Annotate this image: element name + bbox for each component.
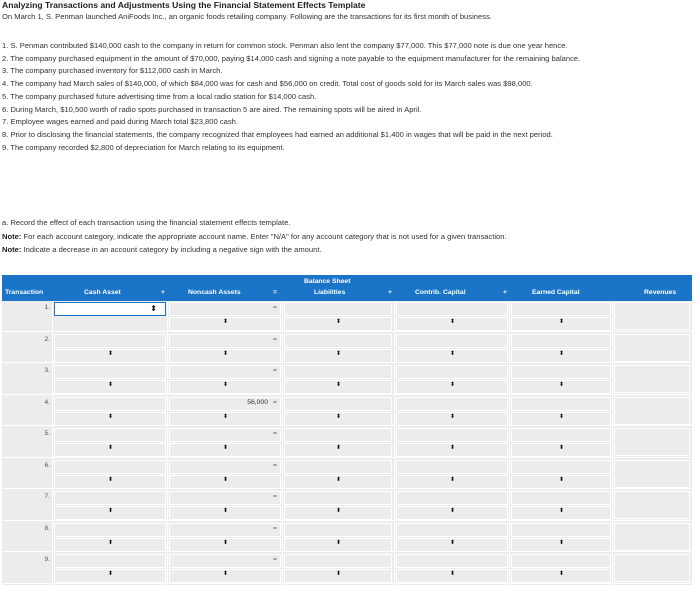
earned-capital-account-select[interactable]	[511, 334, 611, 348]
revenues-input[interactable]	[614, 554, 690, 582]
earned-capital-amount-select[interactable]	[511, 412, 611, 426]
cash-asset-account-select[interactable]	[54, 334, 166, 348]
earned-capital-account-select[interactable]	[511, 302, 611, 316]
header-contrib-capital: Contrib. Capital	[415, 289, 466, 296]
dropdown-arrow-icon: ⬍	[558, 571, 564, 577]
noncash-assets-amount-select[interactable]	[169, 506, 281, 520]
liabilities-amount-select[interactable]	[284, 349, 392, 363]
transaction-number: 3.	[44, 367, 50, 374]
dropdown-arrow-icon: ⬍	[449, 508, 455, 514]
noncash-assets-amount-select[interactable]	[169, 569, 281, 583]
dropdown-arrow-icon: ⬍	[222, 382, 228, 388]
earned-capital-amount-select[interactable]	[511, 349, 611, 363]
contrib-capital-account-select[interactable]	[396, 523, 508, 537]
dropdown-arrow-icon: ⬍	[107, 445, 113, 451]
transaction-item: 9. The company recorded $2,800 of depreciation for March relating to its equipment.	[2, 142, 285, 152]
noncash-assets-account-select[interactable]	[169, 334, 281, 348]
table-row	[2, 301, 692, 332]
header-earned-capital: Earned Capital	[532, 289, 580, 296]
noncash-assets-amount-select[interactable]	[169, 443, 281, 457]
table-row	[2, 490, 692, 521]
header-equals: =	[273, 289, 277, 296]
transaction-number: 5.	[44, 430, 50, 437]
cash-asset-account-select[interactable]	[54, 523, 166, 537]
dropdown-arrow-icon: ⬍	[222, 319, 228, 325]
dropdown-arrow-icon: ⬍	[335, 350, 341, 357]
dropdown-arrow-icon: ⬍	[558, 445, 564, 451]
liabilities-amount-select[interactable]	[284, 506, 392, 520]
transaction-item: 2. The company purchased equipment in the amount of $70,000, paying $14,000 cash and signing a note payable to the equipment manufacturer for the remaining balance.	[2, 53, 581, 63]
contrib-capital-amount-select[interactable]	[396, 349, 508, 363]
liabilities-amount-select[interactable]	[284, 538, 392, 552]
transaction-number: 6.	[44, 461, 50, 469]
contrib-capital-account-select[interactable]	[396, 397, 508, 411]
liabilities-account-select[interactable]	[284, 302, 392, 316]
header-balance-sheet: Balance Sheet	[304, 278, 351, 285]
earned-capital-account-select[interactable]	[511, 491, 611, 505]
dropdown-arrow-icon: ⬍	[449, 382, 455, 388]
cash-asset-account-select[interactable]	[54, 460, 166, 474]
dropdown-arrow-icon: ⬍	[449, 445, 455, 451]
noncash-assets-account-select[interactable]	[169, 302, 281, 316]
header-liabilities: Liabilities	[314, 289, 346, 296]
revenues-input[interactable]	[614, 365, 690, 393]
dropdown-arrow-icon: ⬍	[449, 350, 455, 357]
earned-capital-amount-select[interactable]	[511, 569, 611, 583]
noncash-assets-amount-select[interactable]	[169, 317, 281, 331]
liabilities-account-select[interactable]	[284, 365, 392, 379]
noncash-assets-account-select[interactable]	[169, 428, 281, 442]
liabilities-account-select[interactable]	[284, 491, 392, 505]
revenues-input[interactable]	[614, 428, 690, 456]
contrib-capital-amount-select[interactable]	[396, 412, 508, 426]
contrib-capital-account-select[interactable]	[396, 365, 508, 379]
dropdown-arrow-icon: ⬍	[335, 445, 341, 451]
table-row	[2, 522, 692, 553]
note-2	[2, 243, 692, 257]
transaction-number: 8.	[44, 524, 50, 532]
earned-capital-amount-select[interactable]	[511, 317, 611, 331]
noncash-assets-account-select[interactable]	[169, 491, 281, 505]
noncash-assets-amount-select[interactable]	[169, 475, 281, 489]
cash-asset-account-select[interactable]	[54, 428, 166, 442]
dropdown-arrow-icon: ⬍	[558, 319, 564, 325]
equals-sign: =	[273, 367, 277, 374]
header-plus: +	[503, 289, 507, 296]
revenues-input[interactable]	[614, 334, 690, 362]
liabilities-account-select[interactable]	[284, 523, 392, 537]
dropdown-arrow-icon: ⬍	[222, 539, 228, 546]
noncash-assets-amount-select[interactable]	[169, 538, 281, 552]
cash-asset-account-select[interactable]	[54, 302, 166, 316]
dropdown-arrow-icon: ⬍	[222, 445, 228, 451]
dropdown-arrow-icon: ⬍	[558, 539, 564, 546]
earned-capital-account-select[interactable]	[511, 365, 611, 379]
note-1	[2, 230, 692, 244]
liabilities-amount-select[interactable]	[284, 317, 392, 331]
dropdown-arrow-icon: ⬍	[335, 319, 341, 325]
dropdown-arrow-icon: ⬍	[222, 571, 228, 577]
dropdown-arrow-icon: ⬍	[449, 319, 455, 325]
cash-asset-account-select[interactable]	[54, 491, 166, 505]
table-row	[2, 364, 692, 395]
cash-asset-amount-select[interactable]	[54, 349, 166, 363]
liabilities-amount-select[interactable]	[284, 569, 392, 583]
revenues-input[interactable]	[614, 491, 690, 519]
earned-capital-account-select[interactable]	[511, 554, 611, 568]
liabilities-account-select[interactable]	[284, 554, 392, 568]
dropdown-arrow-icon: ⬍	[558, 382, 564, 388]
dropdown-arrow-icon: ⬍	[335, 476, 341, 483]
header-plus: +	[388, 289, 392, 296]
revenues-input[interactable]	[614, 523, 690, 551]
liabilities-amount-select[interactable]	[284, 412, 392, 426]
equals-sign: =	[273, 304, 277, 311]
table-row	[2, 396, 692, 427]
cash-asset-amount-select[interactable]	[54, 443, 166, 457]
equals-sign: =	[273, 335, 277, 343]
liabilities-amount-select[interactable]	[284, 443, 392, 457]
intro-text: On March 1, S. Penman launched AniFoods Inc., an organic foods retailing company. Following are the transactions for its first month of business.	[2, 12, 492, 21]
contrib-capital-account-select[interactable]	[396, 334, 508, 348]
earned-capital-account-select[interactable]	[511, 397, 611, 411]
contrib-capital-amount-select[interactable]	[396, 475, 508, 489]
dropdown-arrow-icon: ⬍	[107, 508, 113, 514]
noncash-assets-amount-select[interactable]	[169, 412, 281, 426]
dropdown-arrow-icon: ⬍	[558, 476, 564, 483]
contrib-capital-amount-select[interactable]	[396, 569, 508, 583]
equals-sign: =	[273, 556, 277, 563]
noncash-assets-account-select[interactable]	[169, 523, 281, 537]
earned-capital-account-select[interactable]	[511, 523, 611, 537]
earned-capital-account-select[interactable]	[511, 460, 611, 474]
header-noncash-assets: Noncash Assets	[188, 289, 241, 296]
cash-asset-account-select[interactable]	[54, 397, 166, 411]
contrib-capital-amount-select[interactable]	[396, 380, 508, 394]
noncash-assets-account-select[interactable]	[169, 554, 281, 568]
liabilities-amount-select[interactable]	[284, 475, 392, 489]
transaction-number: 4.	[44, 398, 50, 406]
transaction-item: 8. Prior to disclosing the financial statements, the company recognized that employees had earned an additional $1,400 in wages that will be paid in the next period.	[2, 129, 553, 139]
dropdown-arrow-icon: ⬍	[222, 350, 228, 357]
cash-asset-account-select[interactable]	[54, 365, 166, 379]
note-text: Indicate a decrease in an account category by including a negative sign with the amount.	[23, 245, 322, 254]
transaction-number: 7.	[44, 493, 50, 500]
dropdown-arrow-icon: ⬍	[107, 382, 113, 388]
cash-asset-amount-select[interactable]	[54, 380, 166, 394]
dropdown-arrow-icon: ⬍	[335, 571, 341, 577]
cash-asset-amount-select[interactable]	[54, 475, 166, 489]
revenues-input[interactable]	[614, 397, 690, 425]
table-row	[2, 553, 692, 584]
equals-sign: =	[273, 461, 277, 469]
table-body	[2, 301, 692, 585]
earned-capital-amount-select[interactable]	[511, 506, 611, 520]
dropdown-arrow-icon: ⬍	[107, 476, 113, 483]
contrib-capital-account-select[interactable]	[396, 460, 508, 474]
dropdown-arrow-icon: ⬍	[449, 571, 455, 577]
transaction-number: 1.	[44, 304, 50, 311]
liabilities-account-select[interactable]	[284, 460, 392, 474]
header-revenues: Revenues	[644, 289, 677, 296]
transaction-number: 2.	[44, 335, 50, 343]
liabilities-account-select[interactable]	[284, 428, 392, 442]
instructions	[2, 216, 692, 257]
effects-template-table	[2, 275, 692, 585]
noncash-assets-account-select[interactable]	[169, 460, 281, 474]
transaction-list	[2, 40, 692, 154]
equals-sign: =	[273, 524, 277, 532]
dropdown-arrow-icon: ⬍	[335, 413, 341, 420]
cash-asset-amount-select[interactable]	[54, 506, 166, 520]
contrib-capital-amount-select[interactable]	[396, 538, 508, 552]
noncash-assets-amount-select[interactable]	[169, 349, 281, 363]
equals-sign: =	[273, 398, 277, 406]
instruction-a: a. Record the effect of each transaction using the financial statement effects template.	[2, 218, 291, 227]
transaction-item: 7. Employee wages earned and paid during March total $23,800 cash.	[2, 117, 238, 127]
dropdown-arrow-icon: ⬍	[335, 539, 341, 546]
dropdown-arrow-icon: ⬍	[107, 539, 113, 546]
dropdown-arrow-icon: ⬍	[107, 350, 113, 357]
earned-capital-amount-select[interactable]	[511, 538, 611, 552]
note-label: Note:	[2, 231, 22, 241]
liabilities-account-select[interactable]	[284, 334, 392, 348]
revenues-input[interactable]	[614, 460, 690, 488]
revenues-input[interactable]	[614, 302, 690, 330]
earned-capital-account-select[interactable]	[511, 428, 611, 442]
dropdown-arrow-icon: ⬍	[558, 350, 564, 357]
liabilities-amount-select[interactable]	[284, 380, 392, 394]
transaction-item: 3. The company purchased inventory for $112,000 cash in March.	[2, 66, 223, 76]
equals-sign: =	[273, 493, 277, 500]
liabilities-account-select[interactable]	[284, 397, 392, 411]
transaction-item: 6. During March, $10,500 worth of radio spots purchased in transaction 5 are aired. The remaining spots will be aired in April.	[2, 104, 422, 114]
contrib-capital-account-select[interactable]	[396, 554, 508, 568]
contrib-capital-amount-select[interactable]	[396, 443, 508, 457]
cash-asset-amount-select[interactable]	[54, 538, 166, 552]
cash-asset-amount-select[interactable]	[54, 412, 166, 426]
noncash-assets-amount-value: 56,000	[247, 398, 268, 406]
contrib-capital-amount-select[interactable]	[396, 317, 508, 331]
dropdown-arrow-icon: ⬍	[449, 476, 455, 483]
transaction-item: 1. S. Penman contributed $140,000 cash to the company in return for common stock. Penman also lent the company $77,000. This $77,000 note is due one year hence.	[2, 41, 568, 50]
dropdown-arrow-icon: ⬍	[150, 304, 157, 313]
note-text: For each account category, indicate the appropriate account name. Enter "N/A" for any account category that is not used for a given transaction.	[23, 231, 507, 241]
dropdown-arrow-icon: ⬍	[335, 508, 341, 514]
contrib-capital-account-select[interactable]	[396, 302, 508, 316]
contrib-capital-account-select[interactable]	[396, 428, 508, 442]
dropdown-arrow-icon: ⬍	[222, 476, 228, 483]
dropdown-arrow-icon: ⬍	[107, 413, 113, 420]
cash-asset-account-select[interactable]	[54, 554, 166, 568]
noncash-assets-account-select[interactable]	[169, 365, 281, 379]
dropdown-arrow-icon: ⬍	[222, 413, 228, 420]
header-cash-asset: Cash Asset	[84, 289, 121, 296]
dropdown-arrow-icon: ⬍	[222, 508, 228, 514]
earned-capital-amount-select[interactable]	[511, 380, 611, 394]
table-header	[2, 275, 692, 301]
earned-capital-amount-select[interactable]	[511, 443, 611, 457]
table-row	[2, 333, 692, 364]
noncash-assets-amount-select[interactable]	[169, 380, 281, 394]
dropdown-arrow-icon: ⬍	[558, 413, 564, 420]
table-row	[2, 459, 692, 490]
table-row	[2, 427, 692, 458]
equals-sign: =	[273, 430, 277, 437]
transaction-number: 9.	[44, 556, 50, 563]
dropdown-arrow-icon: ⬍	[449, 413, 455, 420]
transaction-item: 4. The company had March sales of $140,000, of which $84,000 was for cash and $56,000 on credit. Total cost of goods sold for its March sales was $98,000.	[2, 79, 533, 89]
dropdown-arrow-icon: ⬍	[449, 539, 455, 546]
header-plus: +	[161, 289, 165, 296]
dropdown-arrow-icon: ⬍	[107, 571, 113, 577]
contrib-capital-account-select[interactable]	[396, 491, 508, 505]
transaction-item: 5. The company purchased future advertising time from a local radio station for $14,000 cash.	[2, 91, 317, 101]
cash-asset-amount-select[interactable]	[54, 569, 166, 583]
dropdown-arrow-icon: ⬍	[558, 508, 564, 514]
earned-capital-amount-select[interactable]	[511, 475, 611, 489]
contrib-capital-amount-select[interactable]	[396, 506, 508, 520]
header-transaction: Transaction	[5, 289, 44, 296]
note-label: Note:	[2, 245, 22, 254]
dropdown-arrow-icon: ⬍	[335, 382, 341, 388]
page-title: Analyzing Transactions and Adjustments Using the Financial Statement Effects Template	[2, 0, 366, 10]
